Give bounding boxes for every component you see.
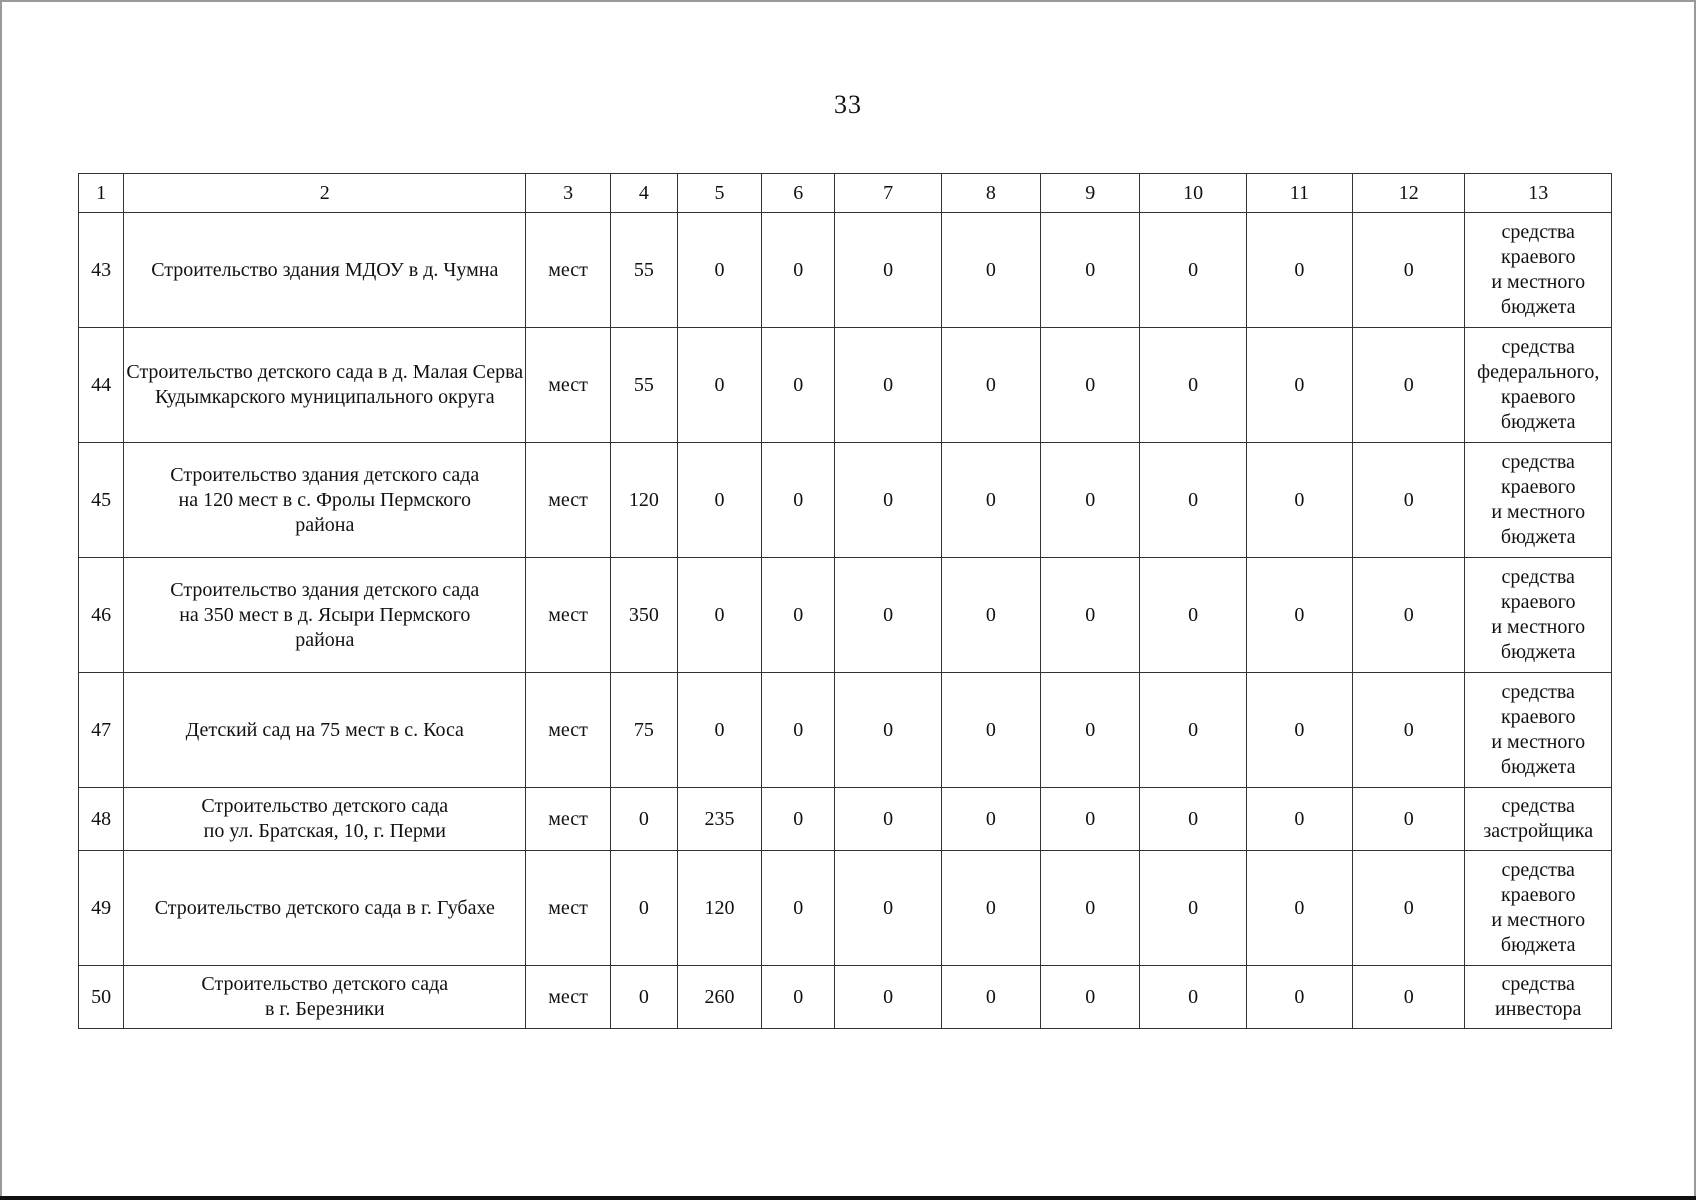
value-cell: 0 bbox=[1041, 558, 1140, 673]
value-cell: 0 bbox=[835, 443, 941, 558]
column-header: 10 bbox=[1140, 174, 1246, 213]
value-cell: 55 bbox=[610, 328, 677, 443]
unit-cell: мест bbox=[526, 851, 610, 966]
value-cell: 0 bbox=[610, 788, 677, 851]
value-cell: 0 bbox=[762, 328, 835, 443]
value-cell: 0 bbox=[835, 966, 941, 1029]
column-header: 6 bbox=[762, 174, 835, 213]
value-cell: 0 bbox=[1246, 443, 1352, 558]
value-cell: 0 bbox=[677, 328, 761, 443]
value-cell: 0 bbox=[1246, 328, 1352, 443]
value-cell: 0 bbox=[941, 673, 1040, 788]
value-cell: 0 bbox=[1041, 851, 1140, 966]
table-row bbox=[79, 673, 1612, 788]
value-cell: 0 bbox=[1041, 328, 1140, 443]
unit-cell: мест bbox=[526, 213, 610, 328]
value-cell: 0 bbox=[941, 558, 1040, 673]
page-number: 33 bbox=[834, 90, 862, 119]
column-header: 3 bbox=[526, 174, 610, 213]
value-cell: 0 bbox=[1140, 443, 1246, 558]
unit-cell: мест bbox=[526, 673, 610, 788]
funding-source: средства краевого и местного бюджета bbox=[1465, 558, 1612, 673]
value-cell: 0 bbox=[941, 788, 1040, 851]
column-header: 4 bbox=[610, 174, 677, 213]
value-cell: 0 bbox=[610, 966, 677, 1029]
value-cell: 0 bbox=[1246, 851, 1352, 966]
value-cell: 0 bbox=[762, 788, 835, 851]
value-cell: 120 bbox=[610, 443, 677, 558]
row-number: 44 bbox=[79, 328, 124, 443]
table-row bbox=[79, 443, 1612, 558]
value-cell: 0 bbox=[1353, 328, 1465, 443]
project-name: Строительство здания детского сада на 120 мест в с. Фролы Пермского района bbox=[124, 443, 526, 558]
value-cell: 120 bbox=[677, 851, 761, 966]
column-header: 7 bbox=[835, 174, 941, 213]
table-row bbox=[79, 558, 1612, 673]
column-header: 8 bbox=[941, 174, 1040, 213]
row-number: 43 bbox=[79, 213, 124, 328]
value-cell: 0 bbox=[1041, 443, 1140, 558]
value-cell: 0 bbox=[1041, 966, 1140, 1029]
value-cell: 0 bbox=[677, 673, 761, 788]
value-cell: 0 bbox=[762, 966, 835, 1029]
value-cell: 0 bbox=[762, 673, 835, 788]
unit-cell: мест bbox=[526, 328, 610, 443]
row-number: 46 bbox=[79, 558, 124, 673]
funding-source: средства краевого и местного бюджета bbox=[1465, 851, 1612, 966]
value-cell: 0 bbox=[835, 673, 941, 788]
value-cell: 235 bbox=[677, 788, 761, 851]
value-cell: 0 bbox=[941, 213, 1040, 328]
value-cell: 0 bbox=[835, 851, 941, 966]
project-name: Детский сад на 75 мест в с. Коса bbox=[124, 673, 526, 788]
column-header: 11 bbox=[1246, 174, 1352, 213]
column-header: 1 bbox=[79, 174, 124, 213]
value-cell: 0 bbox=[1140, 213, 1246, 328]
row-number: 48 bbox=[79, 788, 124, 851]
table-row bbox=[79, 966, 1612, 1029]
row-number: 45 bbox=[79, 443, 124, 558]
value-cell: 0 bbox=[1246, 673, 1352, 788]
value-cell: 350 bbox=[610, 558, 677, 673]
value-cell: 0 bbox=[835, 558, 941, 673]
table-row bbox=[79, 328, 1612, 443]
value-cell: 0 bbox=[1353, 673, 1465, 788]
row-number: 47 bbox=[79, 673, 124, 788]
value-cell: 0 bbox=[941, 328, 1040, 443]
scan-bottom-edge bbox=[0, 1196, 1696, 1200]
project-name: Строительство детского сада в г. Губахе bbox=[124, 851, 526, 966]
data-table bbox=[78, 173, 1612, 1029]
unit-cell: мест bbox=[526, 788, 610, 851]
value-cell: 0 bbox=[677, 443, 761, 558]
value-cell: 0 bbox=[1353, 443, 1465, 558]
table-row bbox=[79, 788, 1612, 851]
value-cell: 0 bbox=[1041, 788, 1140, 851]
unit-cell: мест bbox=[526, 443, 610, 558]
value-cell: 0 bbox=[1353, 851, 1465, 966]
value-cell: 0 bbox=[835, 788, 941, 851]
unit-cell: мест bbox=[526, 966, 610, 1029]
value-cell: 0 bbox=[941, 851, 1040, 966]
value-cell: 0 bbox=[1246, 558, 1352, 673]
column-header: 13 bbox=[1465, 174, 1612, 213]
value-cell: 0 bbox=[677, 213, 761, 328]
value-cell: 0 bbox=[762, 213, 835, 328]
value-cell: 0 bbox=[835, 328, 941, 443]
value-cell: 0 bbox=[762, 558, 835, 673]
value-cell: 0 bbox=[1140, 328, 1246, 443]
value-cell: 0 bbox=[1353, 558, 1465, 673]
value-cell: 75 bbox=[610, 673, 677, 788]
funding-source: средства застройщика bbox=[1465, 788, 1612, 851]
unit-cell: мест bbox=[526, 558, 610, 673]
value-cell: 260 bbox=[677, 966, 761, 1029]
project-name: Строительство детского сада в г. Березники bbox=[124, 966, 526, 1029]
row-number: 50 bbox=[79, 966, 124, 1029]
project-name: Строительство детского сада в д. Малая Серва Кудымкарского муниципального округа bbox=[124, 328, 526, 443]
value-cell: 55 bbox=[610, 213, 677, 328]
value-cell: 0 bbox=[677, 558, 761, 673]
value-cell: 0 bbox=[610, 851, 677, 966]
value-cell: 0 bbox=[1041, 213, 1140, 328]
project-name: Строительство здания детского сада на 350 мест в д. Ясыри Пермского района bbox=[124, 558, 526, 673]
column-header: 12 bbox=[1353, 174, 1465, 213]
value-cell: 0 bbox=[1246, 788, 1352, 851]
funding-source: средства федерального, краевого бюджета bbox=[1465, 328, 1612, 443]
value-cell: 0 bbox=[1140, 558, 1246, 673]
project-name: Строительство детского сада по ул. Братская, 10, г. Перми bbox=[124, 788, 526, 851]
value-cell: 0 bbox=[1353, 788, 1465, 851]
value-cell: 0 bbox=[941, 443, 1040, 558]
value-cell: 0 bbox=[1140, 673, 1246, 788]
project-name: Строительство здания МДОУ в д. Чумна bbox=[124, 213, 526, 328]
value-cell: 0 bbox=[941, 966, 1040, 1029]
value-cell: 0 bbox=[835, 213, 941, 328]
funding-source: средства краевого и местного бюджета bbox=[1465, 673, 1612, 788]
table-row bbox=[79, 851, 1612, 966]
row-number: 49 bbox=[79, 851, 124, 966]
value-cell: 0 bbox=[1353, 213, 1465, 328]
column-header: 9 bbox=[1041, 174, 1140, 213]
value-cell: 0 bbox=[1140, 851, 1246, 966]
value-cell: 0 bbox=[1246, 966, 1352, 1029]
value-cell: 0 bbox=[1140, 788, 1246, 851]
funding-source: средства инвестора bbox=[1465, 966, 1612, 1029]
table-header-row bbox=[79, 174, 1612, 213]
table-row bbox=[79, 213, 1612, 328]
value-cell: 0 bbox=[762, 851, 835, 966]
value-cell: 0 bbox=[1246, 213, 1352, 328]
column-header: 2 bbox=[124, 174, 526, 213]
value-cell: 0 bbox=[1353, 966, 1465, 1029]
funding-source: средства краевого и местного бюджета bbox=[1465, 443, 1612, 558]
value-cell: 0 bbox=[1140, 966, 1246, 1029]
value-cell: 0 bbox=[1041, 673, 1140, 788]
column-header: 5 bbox=[677, 174, 761, 213]
value-cell: 0 bbox=[762, 443, 835, 558]
funding-source: средства краевого и местного бюджета bbox=[1465, 213, 1612, 328]
